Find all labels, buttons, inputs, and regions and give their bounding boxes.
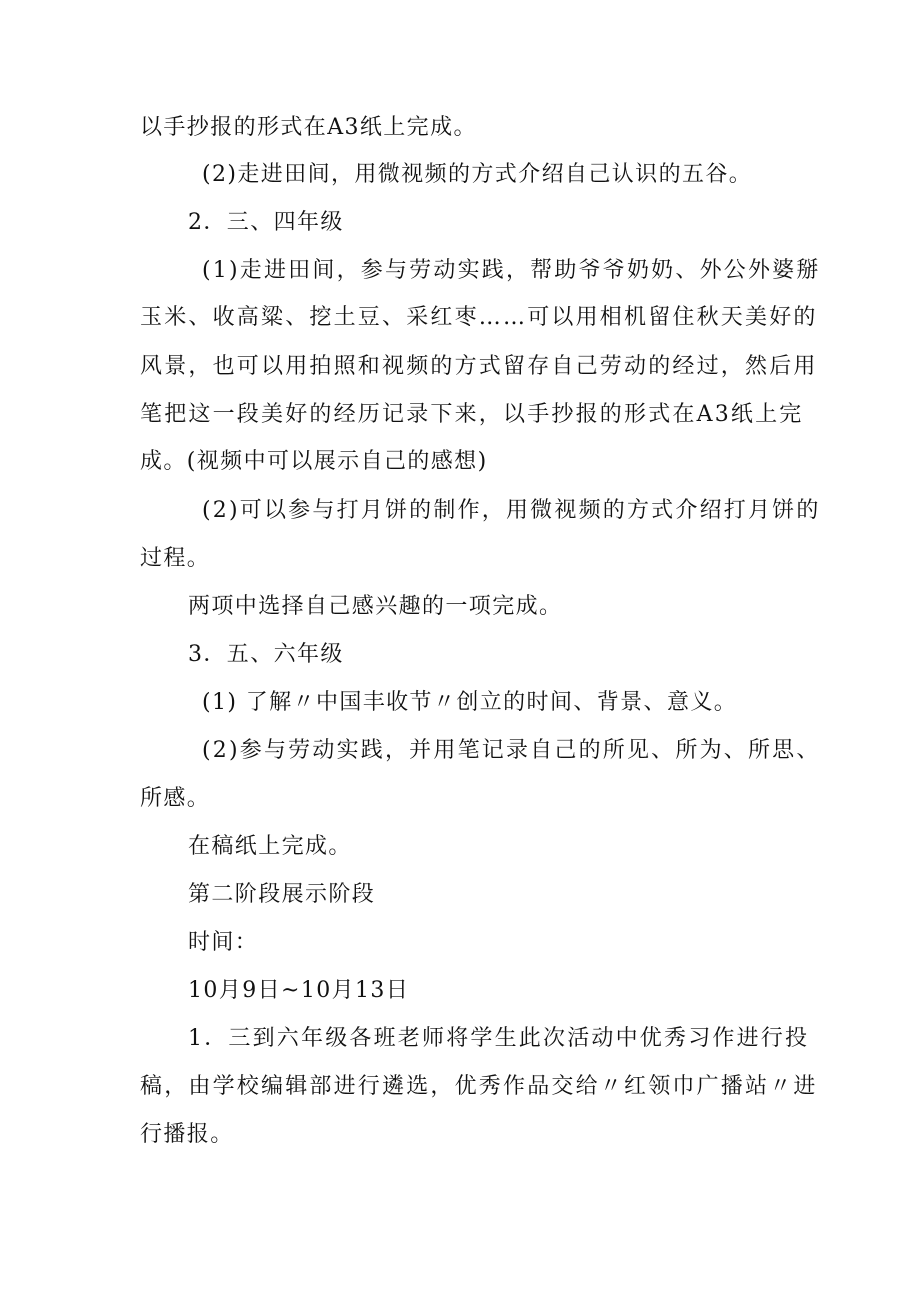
paragraph-line: 在稿纸上完成。 (188, 834, 352, 859)
section-heading: 2．三、四年级 (188, 210, 344, 235)
paragraph-line: 时间： (188, 930, 259, 955)
paragraph-line: 笔把这一段美好的经历记录下来，以手抄报的形式在A3纸上完 (140, 402, 804, 427)
section-heading: 3．五、六年级 (188, 642, 344, 667)
paragraph-line: 稿，由学校编辑部进行遴选，优秀作品交给〃红领巾广播站〃进 (140, 1074, 818, 1099)
paragraph-line: 行播报。 (140, 1122, 234, 1147)
paragraph-line: 10月9日~10月13日 (188, 978, 410, 1003)
paragraph-line: 过程。 (140, 546, 211, 571)
paragraph-line: 玉米、收高粱、挖土豆、采红枣……可以用相机留住秋天美好的 (140, 305, 818, 330)
paragraph-line: 所感。 (140, 786, 211, 811)
paragraph-line: 成。(视频中可以展示自己的感想) (140, 449, 488, 474)
section-heading: 第二阶段展示阶段 (188, 882, 376, 907)
paragraph-line: (1) 了解〃中国丰收节〃创立的时间、背景、意义。 (202, 690, 738, 715)
paragraph-line: (1)走进田间，参与劳动实践，帮助爷爷奶奶、外公外婆掰 (202, 258, 821, 283)
paragraph-line: (2)可以参与打月饼的制作，用微视频的方式介绍打月饼的 (202, 498, 821, 523)
paragraph-line: (2)参与劳动实践，并用笔记录自己的所见、所为、所思、 (202, 738, 821, 763)
paragraph-line: 1．三到六年级各班老师将学生此次活动中优秀习作进行投 (188, 1026, 810, 1051)
paragraph-line: (2)走进田间，用微视频的方式介绍自己认识的五谷。 (202, 162, 753, 187)
paragraph-line: 风景，也可以用拍照和视频的方式留存自己劳动的经过，然后用 (140, 354, 818, 379)
paragraph-line: 以手抄报的形式在A3纸上完成。 (140, 115, 477, 140)
paragraph-line: 两项中选择自己感兴趣的一项完成。 (188, 594, 563, 619)
